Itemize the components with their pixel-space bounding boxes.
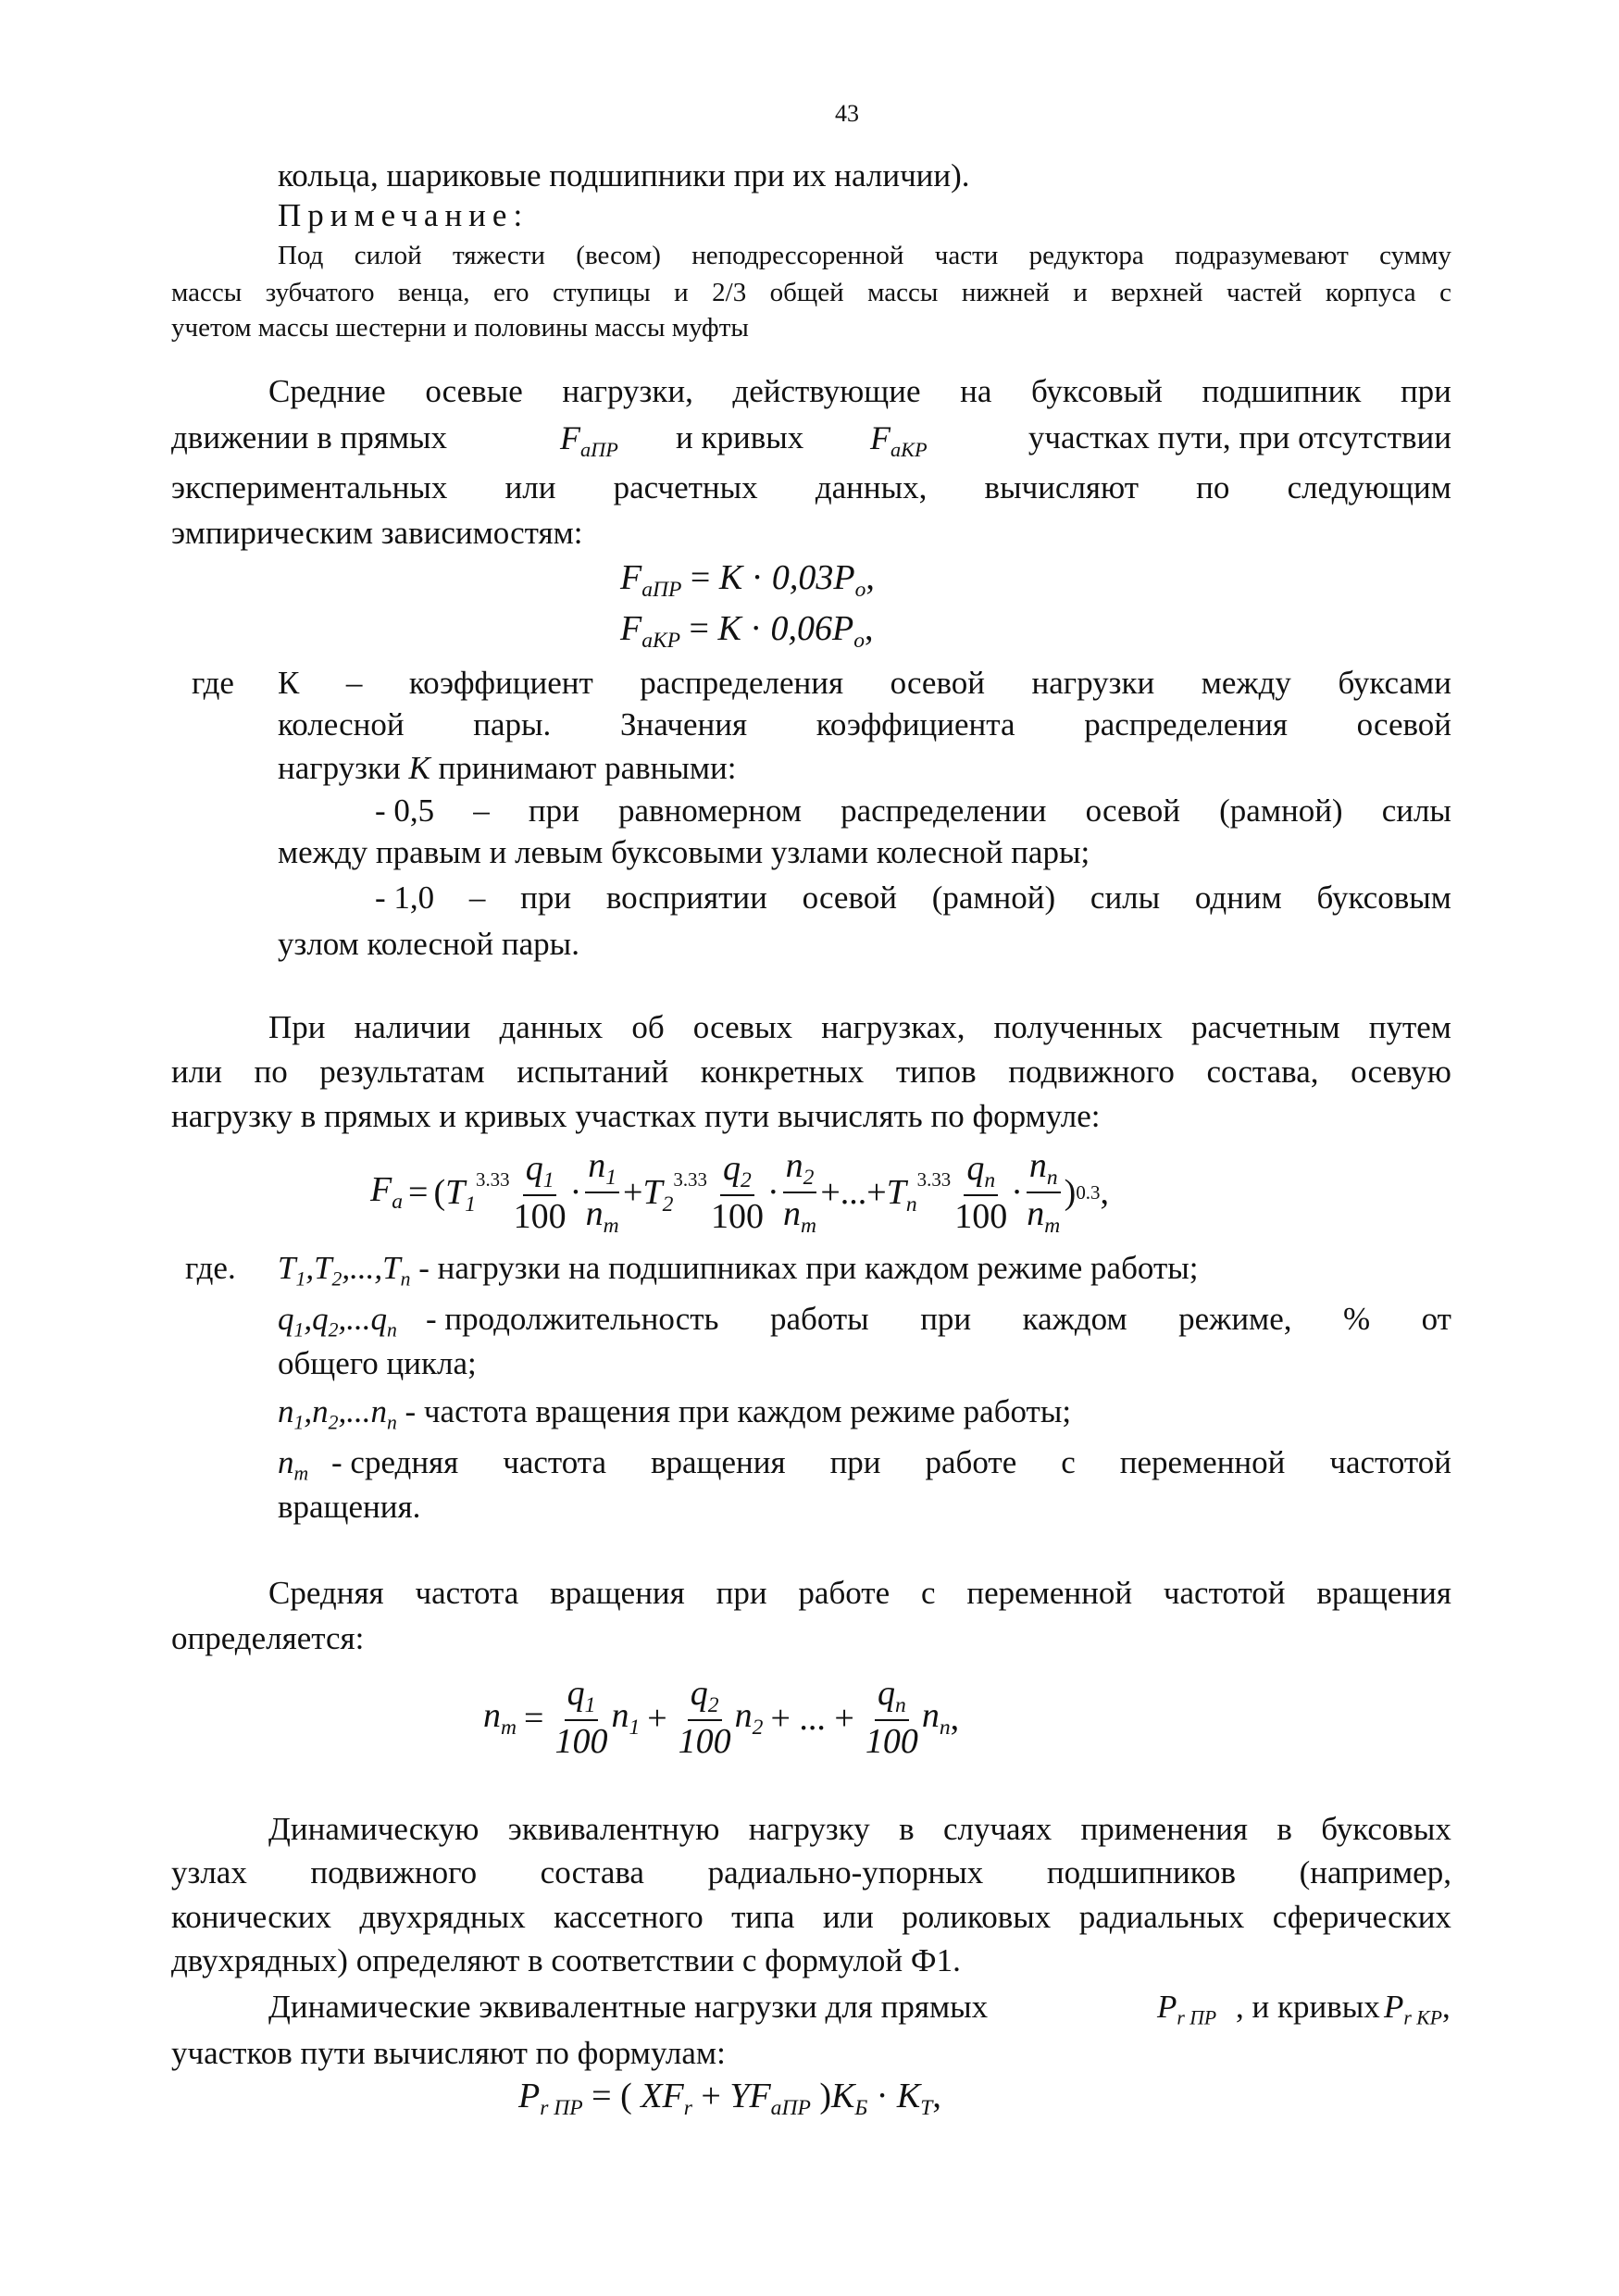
formula-inline-FaPR: $F_{аПР}$	[560, 419, 618, 461]
word: или	[504, 469, 556, 505]
word: каждом	[1022, 1301, 1127, 1337]
word: нижней	[961, 278, 1050, 307]
text-segment	[426, 1303, 1451, 1335]
word: венца,	[397, 278, 470, 307]
formula-PrPR: $P_{r ПР}$ = ( $XF_r + YF_{аПР}$ )$K_Б \cdot K_Т$,	[518, 2077, 941, 2121]
text-segment: принимают равными:	[438, 750, 737, 786]
word: тяжести	[452, 241, 545, 270]
text-segment: , и кривых	[1236, 1989, 1380, 2025]
word: с	[1061, 1444, 1076, 1480]
bullet-line: узлом колесной пары.	[278, 926, 579, 962]
word: К	[278, 665, 300, 701]
text-segment: участках пути, при отсутствии	[1027, 419, 1451, 455]
word: сумму	[1379, 241, 1451, 270]
word: силой	[354, 241, 422, 270]
paragraph-line	[268, 1990, 1451, 2031]
paragraph-line	[171, 471, 1451, 504]
definition-line	[278, 1395, 1071, 1433]
where-label: где.	[185, 1250, 236, 1286]
word: испытаний	[517, 1054, 669, 1090]
word: –	[473, 792, 490, 829]
word: типа	[731, 1899, 795, 1935]
definition-line: общего цикла;	[278, 1345, 477, 1381]
word: работе	[925, 1444, 1017, 1480]
word: Под	[278, 241, 324, 270]
word: силы	[1381, 792, 1451, 829]
word: ступицы	[552, 278, 651, 307]
word: или	[822, 1899, 874, 1935]
word: данных	[499, 1009, 604, 1045]
word: с	[920, 1575, 936, 1611]
word: работы	[770, 1301, 869, 1337]
word: распределения	[1084, 706, 1288, 742]
paragraph-line: эмпирическим зависимостям:	[171, 515, 583, 551]
word: - продолжительность	[426, 1301, 719, 1337]
word: и	[1073, 278, 1088, 307]
word: редуктора	[1028, 241, 1144, 270]
word: осевой	[890, 665, 985, 701]
definition-line	[278, 1252, 1198, 1290]
var-PrPR: $P_{r ПР}$	[1157, 1989, 1217, 2029]
word: его	[492, 278, 529, 307]
word: кассетного	[554, 1899, 704, 1935]
word: осевой	[1356, 706, 1451, 742]
definition-line	[278, 708, 1451, 741]
word: радиально-упорных	[707, 1854, 984, 1890]
paragraph-line: определяется:	[171, 1620, 365, 1656]
word: путем	[1368, 1009, 1451, 1045]
text-segment: движении в прямых	[171, 419, 448, 455]
note-line	[278, 243, 1451, 269]
word: или	[171, 1054, 222, 1090]
word: экспериментальных	[171, 469, 448, 505]
word: восприятии	[605, 880, 767, 916]
word: общей	[769, 278, 844, 307]
word: коэффициента	[816, 706, 1015, 742]
word: вычисляют	[984, 469, 1140, 505]
word: работе	[798, 1575, 890, 1611]
word: переменной	[1119, 1444, 1286, 1480]
word: зубчатого	[265, 278, 375, 307]
text-line: кольца, шариковые подшипники при их наличии).	[278, 157, 970, 193]
word: силы	[1090, 880, 1161, 916]
word: радиальных	[1078, 1899, 1245, 1935]
word: одним	[1194, 880, 1282, 916]
paragraph-line	[171, 1055, 1451, 1088]
word: - 1,0	[375, 880, 435, 916]
definition-line	[278, 667, 1451, 699]
word: при	[829, 1444, 881, 1480]
word: равномерном	[617, 792, 802, 829]
word: Динамическую	[268, 1811, 479, 1847]
text-segment: Динамические эквивалентные нагрузки для прямых	[268, 1989, 989, 2025]
bullet-line	[375, 794, 1451, 827]
word: частотой	[1163, 1575, 1286, 1611]
word: Средние	[268, 373, 386, 409]
word: коэффициент	[408, 665, 593, 701]
paragraph-line: двухрядных) определяют в соответствии с формулой Ф1.	[171, 1942, 961, 1978]
word: на	[960, 373, 992, 409]
word: при	[520, 880, 572, 916]
word: действующие	[732, 373, 921, 409]
word: пары.	[473, 706, 552, 742]
text-segment: - нагрузки на подшипниках при каждом режиме работы;	[418, 1250, 1199, 1286]
word: сферических	[1272, 1899, 1451, 1935]
word: нагрузки,	[562, 373, 693, 409]
word: частей	[1227, 278, 1302, 307]
word: осевые	[425, 373, 523, 409]
word: состава	[540, 1854, 644, 1890]
word: буксовых	[1321, 1811, 1451, 1847]
word: двухрядных	[359, 1899, 526, 1935]
where-label: где	[192, 665, 234, 701]
word: вращения	[550, 1575, 685, 1611]
word: осевых	[692, 1009, 793, 1045]
word: результатам	[319, 1054, 485, 1090]
formula-faKR: $F_{аКР} = K \cdot 0,06P_o$,	[620, 609, 874, 654]
note-line: учетом массы шестерни и половины массы муфты	[171, 313, 749, 343]
word: данных,	[815, 469, 928, 505]
word: подшипник	[1202, 373, 1362, 409]
word: массы	[867, 278, 939, 307]
word: подвижного	[1008, 1054, 1175, 1090]
word: нагрузки	[1031, 665, 1155, 701]
word: распределении	[841, 792, 1047, 829]
bullet-line: между правым и левым буксовыми узлами колесной пары;	[278, 834, 1090, 870]
word: (весом)	[576, 241, 661, 270]
var-q-list: $q_1,q_2,...q_n$	[278, 1301, 397, 1341]
word: При	[268, 1009, 326, 1045]
text-segment: - частота вращения при каждом режиме работы;	[405, 1393, 1072, 1429]
word: частота	[503, 1444, 607, 1480]
word: между	[1201, 665, 1291, 701]
word: узлах	[171, 1854, 247, 1890]
page-number: 43	[835, 100, 859, 127]
word: массы	[171, 278, 243, 307]
word: частота	[415, 1575, 519, 1611]
word: неподрессоренной	[691, 241, 904, 270]
word: при	[1400, 373, 1451, 409]
var-nm: $n_m$	[278, 1444, 309, 1485]
paragraph-line	[268, 375, 1451, 407]
paragraph-line: нагрузку в прямых и кривых участках пути вычислять по формуле:	[171, 1098, 1101, 1134]
paragraph-line	[171, 419, 1451, 461]
text-segment: и кривых	[676, 419, 804, 455]
word: при	[528, 792, 579, 829]
note-label: Примечание:	[278, 197, 529, 233]
word: колесной	[278, 706, 405, 742]
word: верхней	[1111, 278, 1203, 307]
word: в	[899, 1811, 915, 1847]
word: –	[468, 880, 486, 916]
word: и	[674, 278, 689, 307]
var-PrKR: $P_{r KP}$,	[1384, 1989, 1451, 2029]
word: применения	[1080, 1811, 1249, 1847]
word: осевую	[1351, 1054, 1451, 1090]
word: конкретных	[700, 1054, 865, 1090]
paragraph-line	[268, 1813, 1451, 1845]
formula-Fa: $F_a$ = ( $T_1^{3.33}$ $\frac{q_1}{100}$ · $\frac{n_1}{n_m}$ + $T_2^{3.33}$ $\frac{q_2}{100}$ · $\frac{n_2}{n_m}$ +...+ $T_n^{3.33}$ $\frac{q_n}{100}$ · $\frac{n_n}{n_m}$ ) 0.3 ,	[370, 1146, 1109, 1239]
word: буксовым	[1316, 880, 1451, 916]
word: (например,	[1299, 1854, 1451, 1890]
word: переменной	[966, 1575, 1133, 1611]
word: в	[1277, 1811, 1292, 1847]
word: от	[1421, 1301, 1451, 1337]
word: при	[716, 1575, 767, 1611]
definition-line: вращения.	[278, 1489, 421, 1525]
definition-line	[278, 1446, 1451, 1483]
word: %	[1342, 1301, 1371, 1337]
paragraph-line	[268, 1011, 1451, 1043]
formula-inline-FaKR: $F_{аКР}$	[870, 419, 928, 461]
paragraph-line	[171, 1901, 1451, 1933]
word: случаях	[942, 1811, 1052, 1847]
definition-line	[278, 752, 737, 784]
word: по	[254, 1054, 288, 1090]
word: роликовых	[902, 1899, 1052, 1935]
note-line	[171, 280, 1451, 306]
definition-line	[278, 1303, 1451, 1340]
formula-nm: $n_m$ = $\frac{q_1}{100}$ $n_1$ + $\frac{q_2}{100}$ $n_2$ + ... + $\frac{q_n}{100}$ $n_n$ ,	[483, 1674, 960, 1761]
paragraph-line	[171, 1856, 1451, 1889]
word: полученных	[993, 1009, 1163, 1045]
text-segment	[331, 1446, 1451, 1479]
paragraph-line	[268, 1577, 1451, 1609]
word: буксовый	[1030, 373, 1163, 409]
word: расчетных	[613, 469, 758, 505]
word: буксами	[1338, 665, 1451, 701]
word: наличии	[354, 1009, 471, 1045]
word: частотой	[1329, 1444, 1451, 1480]
paragraph-line: участков пути вычисляют по формулам:	[171, 2035, 726, 2071]
word: конических	[171, 1899, 331, 1935]
word: - 0,5	[375, 792, 435, 829]
word: типов	[895, 1054, 977, 1090]
word: 2/3	[712, 278, 747, 307]
word: вращения	[1316, 1575, 1451, 1611]
word: Средняя	[268, 1575, 384, 1611]
word: об	[631, 1009, 665, 1045]
word: вращения	[651, 1444, 786, 1480]
word: подвижного	[310, 1854, 478, 1890]
word: корпуса	[1325, 278, 1416, 307]
word: нагрузках,	[821, 1009, 965, 1045]
word: - средняя	[331, 1444, 459, 1480]
word: с	[1439, 278, 1451, 307]
var-K: К	[408, 750, 430, 786]
word: нагрузку	[748, 1811, 870, 1847]
word: расчетным	[1190, 1009, 1340, 1045]
word: подшипников	[1046, 1854, 1237, 1890]
word: следующим	[1287, 469, 1451, 505]
word: (рамной)	[931, 880, 1056, 916]
word: эквивалентную	[507, 1811, 720, 1847]
word: подразумевают	[1175, 241, 1349, 270]
word: при	[920, 1301, 972, 1337]
word: осевой	[802, 880, 897, 916]
word: части	[934, 241, 999, 270]
text-segment: нагрузки	[278, 750, 401, 786]
word: (рамной)	[1219, 792, 1343, 829]
word: –	[345, 665, 363, 701]
word: режиме,	[1178, 1301, 1292, 1337]
var-T-list: $T_1,T_2,...,T_n$	[278, 1250, 411, 1291]
word: осевой	[1085, 792, 1181, 829]
formula-faPR: $F_{аПР} = K \cdot 0,03P_o$,	[620, 558, 875, 603]
word: состава,	[1206, 1054, 1319, 1090]
bullet-line	[375, 881, 1451, 914]
word: Значения	[619, 706, 748, 742]
word: по	[1196, 469, 1230, 505]
var-n-list: $n_1,n_2,...n_n$	[278, 1393, 397, 1434]
word: распределения	[640, 665, 844, 701]
